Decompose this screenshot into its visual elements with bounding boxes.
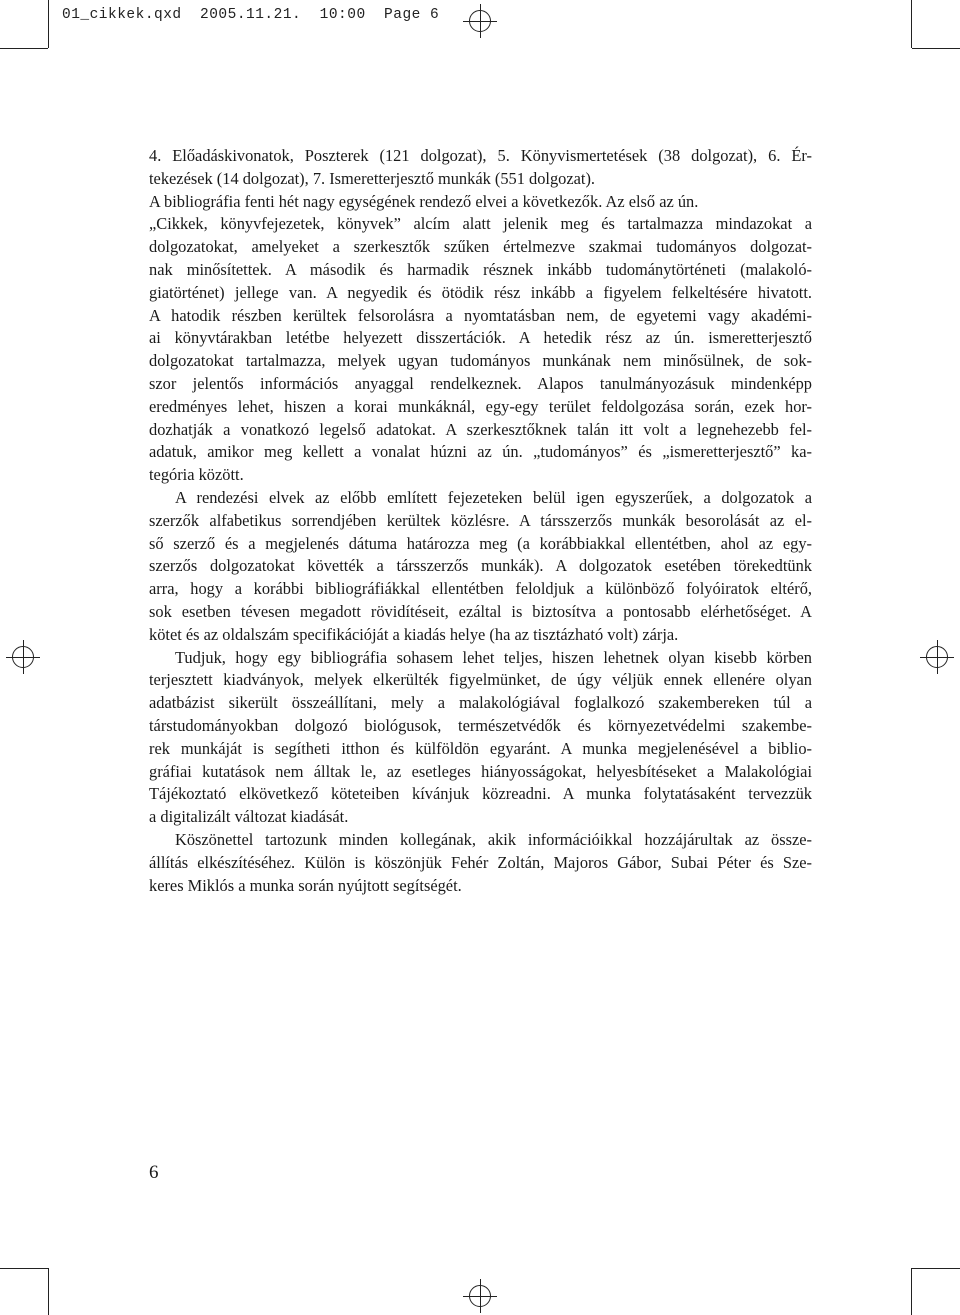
text-line: a digitalizált változat kiadását. xyxy=(149,807,349,827)
crop-mark-bottom-left-horizontal xyxy=(0,1268,48,1269)
slug-line: 01_cikkek.qxd 2005.11.21. 10:00 Page 6 xyxy=(62,7,440,23)
text-line: dolgozatokat, amelyeket a szerkesztők szűken értelmezve szakmai tudományos dolgozat- xyxy=(149,237,812,257)
text-line: arra, hogy a korábbi bibliográfiákkal ellentétben feloldjuk a különböző folyóiratok eltérő, xyxy=(149,579,812,599)
body-text xyxy=(149,145,812,897)
text-line: ai könyvtárakban letétbe helyezett disszertációk. A hetedik rész az ún. ismeretterjesztő xyxy=(149,328,812,348)
text-line: giatörténet) jellege van. A negyedik és ötödik rész inkább a figyelem felkeltésére hivatott. xyxy=(149,282,812,302)
text-line: szor jelentős információs anyaggal rendelkeznek. Alapos tanulmányozásuk mindenképp xyxy=(149,373,812,393)
text-line: gráfiai kutatások nem álltak le, az esetleges hiányosságokat, helyesbítéseket a Malakológiai xyxy=(149,761,812,781)
text-line: Tájékoztató elkövetkező köteteiben kívánjuk közreadni. A munka folytatásaként tervezzük xyxy=(149,784,812,804)
text-line: A hatodik részben kerültek felsorolásra a nyomtatásban nem, de egyetemi vagy akadémi- xyxy=(149,305,812,325)
text-line: sok esetben tévesen megadott rövidítéseit, ezáltal is biztosítva a pontosabb elérhetőséget. A xyxy=(149,601,812,621)
text-line: terjesztett kiadványok, melyek elkerülték figyelmünket, de úgy véljük ennek ellenére olyan xyxy=(149,670,812,690)
text-line: A rendezési elvek az előbb említett fejezeteken belül igen egyszerűek, a dolgozatok a xyxy=(175,487,812,507)
text-line: Tudjuk, hogy egy bibliográfia sohasem lehet teljes, hiszen lehetnek olyan kisebb körben xyxy=(175,647,812,667)
text-line: nak minősítettek. A második és harmadik résznek inkább tudománytörténeti (malakoló- xyxy=(149,259,812,279)
text-line: Köszönettel tartozunk minden kollegának, akik információikkal hozzájárultak az össze- xyxy=(175,829,812,849)
crop-mark-bottom-right-horizontal xyxy=(912,1268,960,1269)
crop-mark-top-right-vertical xyxy=(911,0,912,48)
crop-mark-top-left-horizontal xyxy=(0,48,48,49)
text-line: eredményes lehet, hiszen a korai munkáknál, egy-egy terület feldolgozása során, ezek hor- xyxy=(149,396,812,416)
text-line: 4. Előadáskivonatok, Poszterek (121 dolgozat), 5. Könyvismertetések (38 dolgozat), 6. Ér- xyxy=(149,146,812,165)
crop-mark-bottom-left-vertical xyxy=(48,1268,49,1315)
text-line: „Cikkek, könyvfejezetek, könyvek” alcím alatt jelenik meg és tartalmazza mindazokat a xyxy=(149,214,812,234)
text-line: adatbázist sikerült összeállítani, mely a malakológiával foglalkozó szakembereken túl a xyxy=(149,693,812,713)
text-line: ső szerző és a megjelenés dátuma határozza meg (a korábbiakkal ellentétben, ahol az egy- xyxy=(149,533,812,553)
registration-mark-right xyxy=(920,640,954,674)
text-line: társtudományokban dolgozó biológusok, természetvédők és környezetvédelmi szakembe- xyxy=(149,715,812,735)
text-line: keres Miklós a munka során nyújtott segítségét. xyxy=(149,875,462,895)
text-line: tekezések (14 dolgozat), 7. Ismeretterjesztő munkák (551 dolgozat). xyxy=(149,168,596,188)
text-line: A bibliográfia fenti hét nagy egységének rendező elvei a következők. Az első az ún. xyxy=(149,191,699,211)
registration-mark-bottom xyxy=(463,1279,497,1313)
crop-mark-top-left-vertical xyxy=(48,0,49,48)
text-line: adatuk, amikor meg kellett a vonalat húzni az ún. „tudományos” és „ismeretterjesztő” ka- xyxy=(149,442,812,462)
text-line: szerzős dolgozatokat követték a társszerzős munkák). A dolgozatok esetében törekedtünk xyxy=(149,556,812,576)
text-line: kötet és az oldalszám specifikációját a kiadás helye (ha az tisztázható volt) zárja. xyxy=(149,624,679,644)
crop-mark-bottom-right-vertical xyxy=(911,1268,912,1315)
text-line: szerzők alfabetikus sorrendjében kerültek közlésre. A társszerzős munkák besorolását az el- xyxy=(149,510,812,530)
text-line: dolgozatokat tartalmazza, melyek ugyan tudományos munkának nem minősülnek, de sok- xyxy=(149,351,812,371)
crop-mark-top-right-horizontal xyxy=(912,48,960,49)
page-number: 6 xyxy=(149,1162,159,1183)
registration-mark-top xyxy=(463,4,497,38)
text-line: rek munkáját is segítheti itthon és külföldön egyaránt. A munka megjelenésével a biblio- xyxy=(149,738,812,758)
text-line: állítás elkészítéséhez. Külön is köszönjük Fehér Zoltán, Majoros Gábor, Subai Péter és Sze- xyxy=(149,852,812,872)
registration-mark-left xyxy=(6,640,40,674)
text-line: dozhatják a vonatkozó legelső adatokat. A szerkesztőknek talán itt volt a legnehezebb fel- xyxy=(149,419,812,439)
text-line: tegória között. xyxy=(149,465,244,485)
